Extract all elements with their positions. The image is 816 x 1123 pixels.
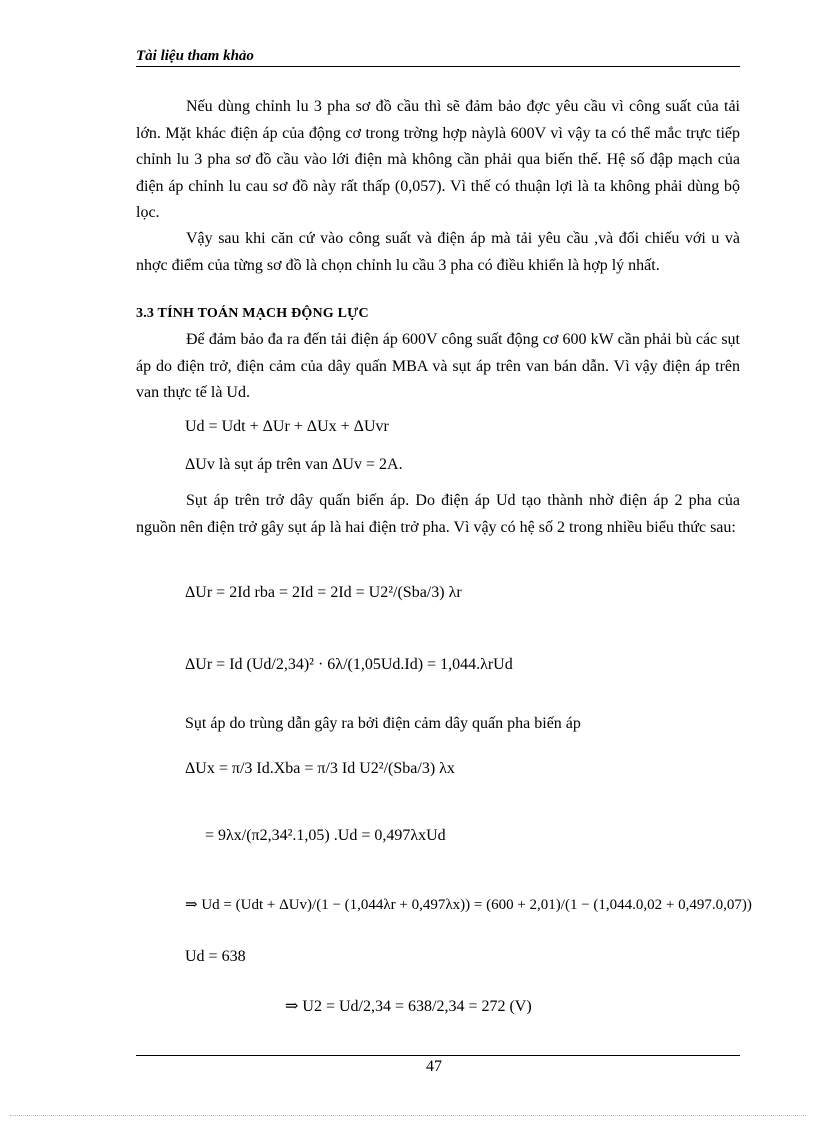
header-rule [136,66,740,67]
paragraph-4: Sụt áp trên trở dây quấn biến áp. Do điện áp Ud tạo thành nhờ điện áp 2 pha của nguồn nên điện trở gây sụt áp là hai điện trở pha. Vì vậy có hệ số 2 trong nhiều biểu thức sau: [136,492,740,536]
paragraph-2: Vậy sau khi căn cứ vào công suất và điện áp mà tải yêu cầu ,và đối chiếu với u và nhợc điểm của từng sơ đồ là chọn chỉnh lu cầu 3 pha có điều khiển là hợp lý nhất. [136,230,740,274]
equation-dux-1: ΔUx = π/3 Id.Xba = π/3 Id U2²/(Sba/3) λx [185,760,455,777]
running-header: Tài liệu tham khảo [136,48,254,64]
paragraph-3: Để đảm bảo đa ra đến tải điện áp 600V công suất động cơ 600 kW cần phải bù các sụt áp do điện trở, điện cảm của dây quấn MBA và sụt áp trên van bán dẫn. Vì vậy điện áp trên van thực tế là Ud. [136,331,740,401]
equation-ud-formula: ⇒ Ud = (Udt + ΔUv)/(1 − (1,044λr + 0,497λx)) = (600 + 2,01)/(1 − (1,044.0,02 + 0,497.0,07)) [185,897,752,913]
section-heading: 3.3 TÍNH TOÁN MẠCH ĐỘNG LỰC [136,306,369,321]
footer-rule [136,1055,740,1056]
equation-dur-2: ΔUr = Id (Ud/2,34)² · 6λ/(1,05Ud.Id) = 1,044.λrUd [185,656,513,673]
equation-ud-sum: Ud = Udt + ΔUr + ΔUx + ΔUvr [185,418,389,435]
equation-u2: ⇒ U2 = Ud/2,34 = 638/2,34 = 272 (V) [285,998,532,1015]
equation-voltage-drop-valve: ΔUv là sụt áp trên van ΔUv = 2A. [185,456,403,473]
equation-ud-result: Ud = 638 [185,948,246,965]
paragraph-1: Nếu dùng chỉnh lu 3 pha sơ đồ cầu thì sẽ đảm bảo đợc yêu cầu vì công suất của tải lớn. Mặt khác điện áp của động cơ trong trờng hợp nàylà 600V vì vậy ta có thể mắc trực tiếp chỉnh lu 3 pha sơ đồ cầu vào lới điện mà không cần phải qua biến thế. Hệ số đập mạch của điện áp chỉnh lu cau sơ đồ này rất thấp (0,057). Vì thế có thuận lợi là ta không phải dùng bộ lọc. [136,98,740,221]
caption-inductive-drop: Sụt áp do trùng dẫn gây ra bởi điện cảm dây quấn pha biến áp [185,715,581,732]
page-number: 47 [426,1058,442,1075]
equation-dur-1: ΔUr = 2Id rba = 2Id = 2Id = U2²/(Sba/3) λr [185,584,462,601]
page-bottom-dotted-border [10,1115,806,1116]
equation-dux-2: = 9λx/(π2,34².1,05) .Ud = 0,497λxUd [205,827,446,844]
